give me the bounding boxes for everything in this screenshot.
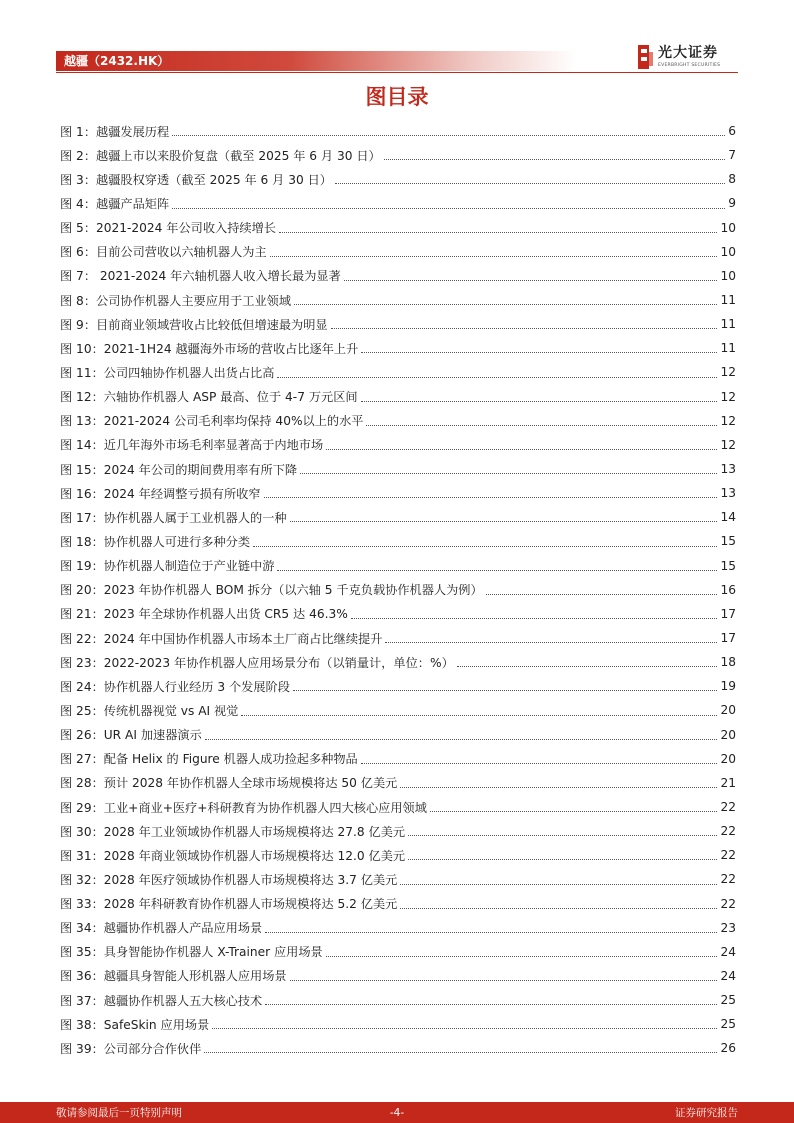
toc-entry-page[interactable]: 6 [728, 124, 736, 139]
toc-entry-label[interactable]: 图 22：2024 年中国协作机器人市场本土厂商占比继续提升 [60, 631, 383, 646]
toc-entry[interactable] [60, 385, 736, 409]
toc-entry[interactable] [60, 867, 736, 891]
toc-entry-page[interactable]: 20 [720, 703, 736, 718]
toc-entry-label[interactable]: 图 6：目前公司营收以六轴机器人为主 [60, 245, 267, 260]
toc-entry-label[interactable]: 图 13：2021-2024 公司毛利率均保持 40%以上的水平 [60, 414, 364, 429]
toc-entry-page[interactable]: 22 [720, 800, 736, 814]
toc-entry-page[interactable]: 23 [720, 920, 736, 935]
toc-dot-leader [264, 497, 718, 498]
toc-dot-leader [241, 715, 717, 716]
toc-dot-leader [335, 183, 725, 184]
toc-entry[interactable] [60, 602, 736, 626]
toc-entry[interactable] [60, 988, 736, 1012]
toc-entry-label[interactable]: 图 31：2028 年商业领域协作机器人市场规模将达 12.0 亿美元 [60, 848, 406, 863]
page-number: -4- [389, 1107, 405, 1119]
everbright-logo-icon [636, 44, 654, 70]
toc-entry-label[interactable]: 图 33：2028 年科研教育协作机器人市场规模将达 5.2 亿美元 [60, 897, 398, 912]
toc-dot-leader [326, 449, 717, 450]
toc-entry-page[interactable]: 20 [720, 751, 736, 766]
toc-entry-label[interactable]: 图 8：公司协作机器人主要应用于工业领域 [60, 293, 292, 308]
toc-entry-page[interactable]: 15 [720, 558, 736, 573]
toc-entry[interactable] [60, 143, 736, 167]
toc-entry-page[interactable]: 10 [720, 220, 736, 235]
toc-entry-label[interactable]: 图 25：传统机器视觉 vs AI 视觉 [60, 703, 239, 718]
toc-entry-label[interactable]: 图 24：协作机器人行业经历 3 个发展阶段 [60, 679, 290, 694]
toc-entry-page[interactable]: 19 [720, 679, 736, 694]
figure-index-list [60, 119, 736, 1060]
toc-entry[interactable] [60, 554, 736, 578]
toc-entry[interactable] [60, 481, 736, 505]
toc-entry-label[interactable]: 图 35：具身智能协作机器人 X-Trainer 应用场景 [60, 945, 323, 960]
toc-dot-leader [277, 570, 717, 571]
toc-entry-label[interactable]: 图 11：公司四轴协作机器人出货占比高 [60, 365, 275, 380]
toc-entry[interactable] [60, 916, 736, 940]
toc-entry-page[interactable]: 16 [720, 582, 736, 597]
toc-entry-page[interactable]: 10 [720, 244, 736, 259]
toc-entry-label[interactable]: 图 5：2021-2024 年公司收入持续增长 [60, 221, 276, 236]
toc-entry[interactable] [60, 529, 736, 553]
toc-entry-label[interactable]: 图 23：2022-2023 年协作机器人应用场景分布（以销量计，单位：%） [60, 655, 454, 670]
toc-entry-page[interactable]: 26 [720, 1041, 736, 1056]
toc-entry-page[interactable]: 9 [728, 196, 736, 211]
toc-entry-label[interactable]: 图 20：2023 年协作机器人 BOM 拆分（以六轴 5 千克负载协作机器人为例） [60, 583, 483, 598]
toc-dot-leader [265, 932, 717, 933]
toc-entry[interactable] [60, 264, 736, 288]
toc-dot-leader [344, 280, 718, 281]
toc-dot-leader [385, 642, 717, 643]
toc-entry-label[interactable]: 图 28：预计 2028 年协作机器人全球市场规模将达 50 亿美元 [60, 776, 398, 791]
toc-dot-leader [361, 401, 718, 402]
toc-entry[interactable] [60, 747, 736, 771]
toc-entry-label[interactable]: 图 1：越疆发展历程 [60, 124, 170, 139]
toc-entry-page[interactable]: 24 [720, 944, 736, 959]
toc-entry[interactable] [60, 626, 736, 650]
footer-disclaimer: 敬请参阅最后一页特别声明 [56, 1107, 182, 1119]
toc-entry-page[interactable]: 20 [720, 727, 736, 742]
toc-dot-leader [290, 980, 718, 981]
toc-entry-label[interactable]: 图 4：越疆产品矩阵 [60, 196, 170, 211]
toc-entry-page[interactable]: 14 [720, 510, 736, 525]
toc-dot-leader [408, 835, 717, 836]
toc-dot-leader [430, 811, 718, 812]
toc-entry-label[interactable]: 图 14：近几年海外市场毛利率显著高于内地市场 [60, 438, 324, 453]
toc-entry-page[interactable]: 11 [720, 293, 736, 308]
header-divider [56, 72, 738, 73]
toc-entry-page[interactable]: 24 [720, 968, 736, 983]
toc-entry[interactable] [60, 650, 736, 674]
toc-entry[interactable] [60, 771, 736, 795]
toc-dot-leader [331, 328, 718, 329]
toc-entry-page[interactable]: 25 [720, 1017, 736, 1032]
toc-entry-page[interactable]: 22 [720, 824, 736, 839]
header-title: 越疆（2432.HK） [64, 54, 170, 68]
toc-entry-page[interactable]: 13 [720, 462, 736, 477]
toc-entry-page[interactable]: 21 [720, 775, 736, 790]
toc-entry[interactable] [60, 795, 736, 819]
toc-dot-leader [486, 594, 718, 595]
toc-entry[interactable] [60, 167, 736, 191]
toc-entry-label[interactable]: 图 32：2028 年医疗领域协作机器人市场规模将达 3.7 亿美元 [60, 872, 398, 887]
toc-entry[interactable] [60, 336, 736, 360]
toc-entry[interactable] [60, 191, 736, 215]
toc-dot-leader [361, 352, 717, 353]
toc-entry-label[interactable]: 图 3：越疆股权穿透（截至 2025 年 6 月 30 日） [60, 172, 332, 187]
toc-dot-leader [265, 1004, 717, 1005]
footer-report-type: 证券研究报告 [675, 1107, 738, 1119]
toc-entry-label[interactable]: 图 18：协作机器人可进行多种分类 [60, 534, 251, 549]
toc-entry[interactable] [60, 723, 736, 747]
toc-entry-page[interactable]: 22 [720, 896, 736, 911]
toc-entry[interactable] [60, 698, 736, 722]
toc-dot-leader [384, 159, 726, 160]
toc-dot-leader [172, 208, 725, 209]
toc-dot-leader [366, 425, 717, 426]
toc-entry-page[interactable]: 12 [720, 389, 736, 404]
toc-entry-label[interactable]: 图 37：越疆协作机器人五大核心技术 [60, 993, 263, 1008]
toc-entry-label[interactable]: 图 34：越疆协作机器人产品应用场景 [60, 921, 263, 936]
toc-entry-page[interactable]: 17 [720, 631, 736, 646]
logo-subtext: EVERBRIGHT SECURITIES [658, 63, 721, 68]
toc-entry-page[interactable]: 15 [720, 534, 736, 549]
toc-entry[interactable] [60, 1012, 736, 1036]
toc-entry-label[interactable]: 图 27：配备 Helix 的 Figure 机器人成功捡起多种物品 [60, 752, 358, 767]
toc-dot-leader [408, 859, 717, 860]
toc-entry-page[interactable]: 12 [720, 437, 736, 452]
company-logo [636, 44, 736, 72]
toc-dot-leader [277, 377, 717, 378]
toc-entry-page[interactable]: 12 [720, 413, 736, 428]
toc-entry-label[interactable]: 图 30：2028 年工业领域协作机器人市场规模将达 27.8 亿美元 [60, 824, 406, 839]
toc-entry-label[interactable]: 图 19：协作机器人制造位于产业链中游 [60, 559, 275, 574]
toc-dot-leader [400, 787, 717, 788]
toc-entry[interactable] [60, 940, 736, 964]
toc-entry-label[interactable]: 图 10：2021-1H24 越疆海外市场的营收占比逐年上升 [60, 341, 359, 356]
logo-text: 光大证券 [658, 45, 718, 61]
toc-entry-page[interactable]: 8 [728, 172, 736, 187]
toc-entry-label[interactable]: 图 36：越疆具身智能人形机器人应用场景 [60, 969, 287, 984]
toc-entry[interactable] [60, 457, 736, 481]
toc-dot-leader [293, 690, 718, 691]
toc-entry[interactable] [60, 240, 736, 264]
toc-entry-page[interactable]: 22 [720, 872, 736, 887]
toc-dot-leader [205, 739, 718, 740]
toc-entry-page[interactable]: 17 [720, 606, 736, 621]
toc-entry[interactable] [60, 288, 736, 312]
toc-entry[interactable] [60, 892, 736, 916]
toc-entry[interactable] [60, 578, 736, 602]
toc-entry[interactable] [60, 360, 736, 384]
toc-entry-label[interactable]: 图 16：2024 年经调整亏损有所收窄 [60, 486, 261, 501]
toc-entry[interactable] [60, 409, 736, 433]
toc-entry-page[interactable]: 11 [720, 317, 736, 332]
toc-dot-leader [326, 956, 718, 957]
toc-entry-page[interactable]: 10 [720, 268, 736, 283]
toc-dot-leader [279, 232, 717, 233]
toc-entry-page[interactable]: 7 [728, 148, 736, 163]
toc-entry[interactable] [60, 119, 736, 143]
toc-entry[interactable] [60, 216, 736, 240]
toc-dot-leader [361, 763, 718, 764]
toc-entry-label[interactable]: 图 7： 2021-2024 年六轴机器人收入增长最为显著 [60, 269, 341, 284]
toc-dot-leader [212, 1028, 717, 1029]
toc-entry-label[interactable]: 图 12：六轴协作机器人 ASP 最高、位于 4-7 万元区间 [60, 390, 358, 405]
toc-entry[interactable] [60, 674, 736, 698]
toc-entry-label[interactable]: 图 38：SafeSkin 应用场景 [60, 1017, 210, 1032]
toc-entry-page[interactable]: 11 [720, 341, 736, 356]
toc-entry-label[interactable]: 图 29：工业+商业+医疗+科研教育为协作机器人四大核心应用领域 [60, 800, 427, 815]
toc-entry[interactable] [60, 1036, 736, 1060]
toc-dot-leader [351, 618, 718, 619]
toc-dot-leader [172, 135, 725, 136]
toc-entry-page[interactable]: 18 [720, 655, 736, 670]
toc-entry-page[interactable]: 13 [720, 486, 736, 501]
toc-dot-leader [400, 908, 717, 909]
toc-entry-label[interactable]: 图 21：2023 年全球协作机器人出货 CR5 达 46.3% [60, 607, 348, 622]
toc-dot-leader [204, 1052, 717, 1053]
toc-entry[interactable] [60, 505, 736, 529]
toc-entry-page[interactable]: 12 [720, 365, 736, 380]
toc-entry[interactable] [60, 433, 736, 457]
toc-entry-label[interactable]: 图 17：协作机器人属于工业机器人的一种 [60, 510, 287, 525]
toc-dot-leader [270, 256, 718, 257]
toc-entry-label[interactable]: 图 15：2024 年公司的期间费用率有所下降 [60, 462, 298, 477]
toc-entry[interactable] [60, 843, 736, 867]
toc-entry[interactable] [60, 312, 736, 336]
toc-entry-label[interactable]: 图 9：目前商业领域营收占比较低但增速最为明显 [60, 317, 328, 332]
toc-dot-leader [300, 473, 717, 474]
toc-entry-page[interactable]: 25 [720, 993, 736, 1008]
toc-dot-leader [253, 546, 717, 547]
toc-entry-page[interactable]: 22 [720, 848, 736, 863]
page-title: 图目录 [365, 85, 429, 109]
toc-dot-leader [400, 884, 717, 885]
toc-entry-label[interactable]: 图 26：UR AI 加速器演示 [60, 728, 202, 743]
toc-entry[interactable] [60, 964, 736, 988]
toc-dot-leader [294, 304, 717, 305]
toc-entry-label[interactable]: 图 2：越疆上市以来股价复盘（截至 2025 年 6 月 30 日） [60, 148, 381, 163]
toc-entry-label[interactable]: 图 39：公司部分合作伙伴 [60, 1041, 202, 1056]
toc-dot-leader [457, 666, 718, 667]
toc-dot-leader [290, 521, 718, 522]
toc-entry[interactable] [60, 819, 736, 843]
